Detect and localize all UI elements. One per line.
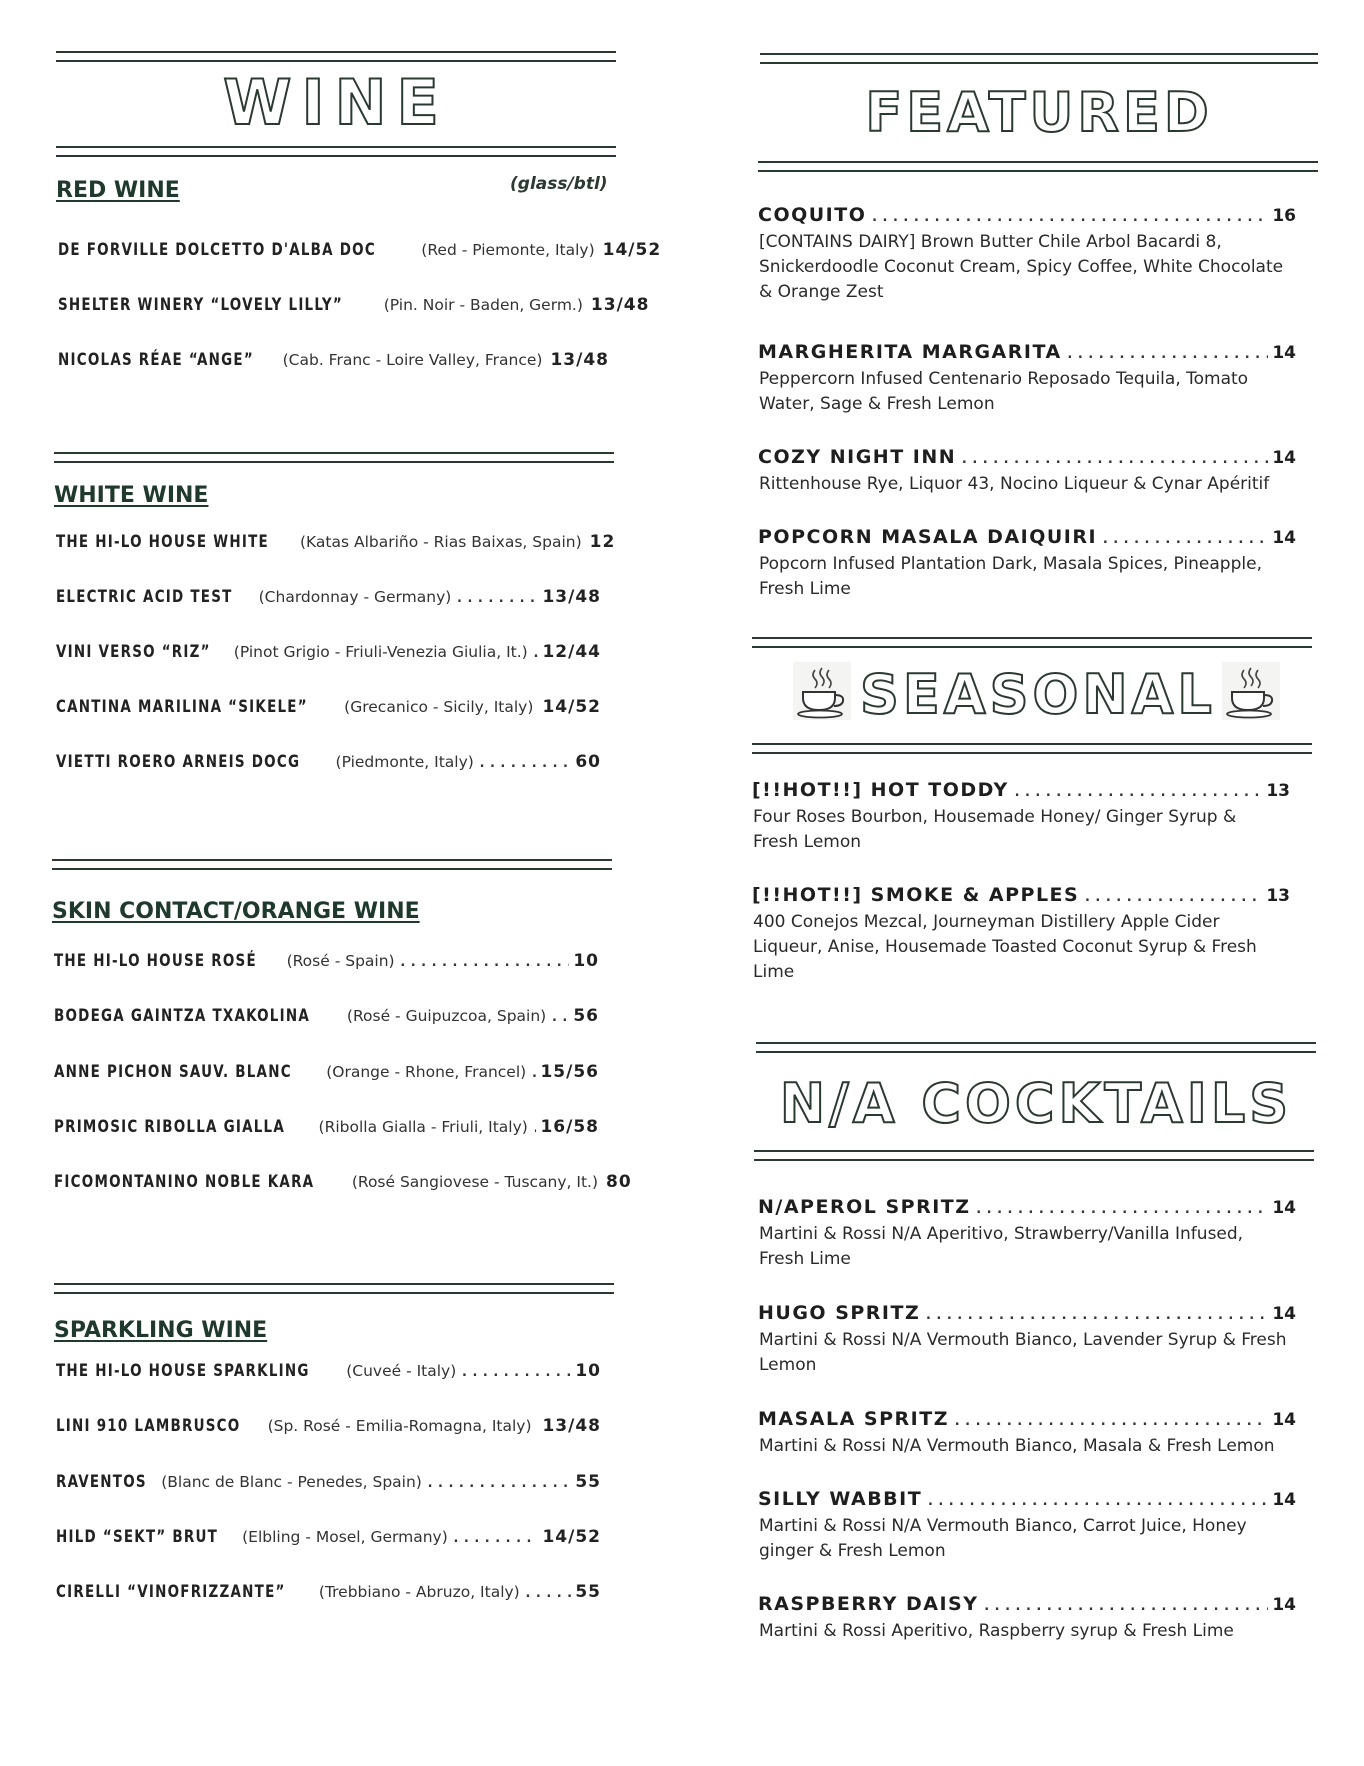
wine-price: 14/52 <box>542 697 601 717</box>
wine-item <box>56 1361 601 1385</box>
cocktail-price: 16 <box>1272 206 1296 226</box>
dot-leader <box>399 954 570 970</box>
wine-price: 13/48 <box>542 1416 601 1436</box>
cocktail-description: Popcorn Infused Plantation Dark, Masala Spices, Pineapple, <box>759 554 1262 574</box>
white-wine-title: WHITE WINE <box>54 483 209 508</box>
seasonal-heading: SEASONAL <box>860 663 1216 726</box>
wine-name: CANTINA MARILINA “SIKELE” <box>56 697 308 717</box>
wine-price: 10 <box>575 1361 601 1381</box>
wine-price: 10 <box>573 951 599 971</box>
dot-leader <box>452 1530 539 1546</box>
wine-name: THE HI-LO HOUSE ROSÉ <box>54 951 257 971</box>
cocktail-name: HUGO SPRITZ <box>758 1302 921 1324</box>
wine-name: LINI 910 LAMBRUSCO <box>56 1416 241 1436</box>
dot-leader <box>1101 531 1268 547</box>
wine-desc: (Trebbiano - Abruzo, Italy) <box>318 1583 520 1601</box>
wine-item <box>56 642 601 666</box>
cocktail-item <box>758 1488 1296 1510</box>
cocktail-description: Rittenhouse Rye, Liquor 43, Nocino Liqueur & Cynar Apéritif <box>759 474 1270 494</box>
dot-leader <box>975 1201 1269 1217</box>
wine-item <box>54 951 599 975</box>
wine-item <box>58 295 650 319</box>
wine-item <box>54 1006 599 1030</box>
dot-leader <box>924 1307 1268 1323</box>
cocktail-description: Martini & Rossi N/A Vermouth Bianco, Carrot Juice, Honey <box>759 1516 1247 1536</box>
cocktail-description: Martini & Rossi N/A Aperitivo, Strawberry/Vanilla Infused, <box>759 1224 1244 1244</box>
wine-desc: (Ribolla Gialla - Friuli, Italy) <box>318 1118 528 1136</box>
featured-heading: FEATURED <box>865 81 1213 144</box>
cocktail-item <box>758 1593 1296 1615</box>
wine-price: 13/48 <box>590 295 650 315</box>
wine-name: THE HI-LO HOUSE SPARKLING <box>56 1361 310 1381</box>
featured-top-rule <box>760 53 1318 64</box>
skin-contact-title: SKIN CONTACT/ORANGE WINE <box>52 899 420 924</box>
wine-name: HILD “SEKT” BRUT <box>56 1527 219 1547</box>
dot-leader <box>537 700 538 716</box>
cocktail-item <box>752 779 1290 801</box>
na-cocktails-heading: N/A COCKTAILS <box>779 1072 1293 1135</box>
cocktail-name: POPCORN MASALA DAIQUIRI <box>758 526 1098 548</box>
wine-desc: (Elbling - Mosel, Germany) <box>242 1528 448 1546</box>
wine-item <box>58 240 662 264</box>
wine-item <box>56 587 601 611</box>
wine-desc: (Rosé Sangiovese - Tuscany, It.) <box>351 1173 599 1191</box>
dot-leader <box>426 1475 571 1491</box>
wine-desc: (Sp. Rosé - Emilia-Romagna, Italy) <box>267 1417 532 1435</box>
cocktail-name: [!!HOT!!] HOT TODDY <box>752 779 1009 801</box>
cocktail-name: MARGHERITA MARGARITA <box>758 341 1062 363</box>
wine-desc: (Cab. Franc - Loire Valley, France) <box>282 351 543 369</box>
cocktail-price: 14 <box>1272 1410 1296 1430</box>
cocktail-description: Fresh Lime <box>759 579 851 599</box>
cocktail-description: Four Roses Bourbon, Housemade Honey/ Ginger Syrup & <box>753 807 1237 827</box>
cocktail-price: 13 <box>1266 781 1290 801</box>
cocktail-name: COQUITO <box>758 204 867 226</box>
dot-leader <box>1013 784 1263 800</box>
wine-item <box>54 1172 632 1196</box>
cocktail-description: & Orange Zest <box>759 282 884 302</box>
cocktail-description: Liqueur, Anise, Housemade Toasted Coconut Syrup & Fresh <box>753 937 1257 957</box>
wine-price: 60 <box>575 752 601 772</box>
dot-leader <box>524 1585 572 1601</box>
cocktail-description: Water, Sage & Fresh Lemon <box>759 394 995 414</box>
cocktail-description: ginger & Fresh Lemon <box>759 1541 946 1561</box>
wine-desc: (Orange - Rhone, Francel) <box>326 1063 527 1081</box>
dot-leader <box>1066 346 1269 362</box>
cocktail-item <box>758 341 1296 363</box>
na-top-rule <box>756 1042 1316 1053</box>
wine-name: VINI VERSO “RIZ” <box>56 642 211 662</box>
wine-item <box>56 1582 601 1606</box>
wine-heading: WINE <box>223 66 449 139</box>
wine-desc: (Rosé - Spain) <box>286 952 395 970</box>
cocktail-description: Lime <box>753 962 795 982</box>
coffee-cup-icon <box>793 662 851 720</box>
wine-desc: (Grecanico - Sicily, Italy) <box>344 698 534 716</box>
cocktail-description: Lemon <box>759 1355 817 1375</box>
wine-desc: (Red - Piemonte, Italy) <box>421 241 595 259</box>
wine-desc: (Blanc de Blanc - Penedes, Spain) <box>161 1473 422 1491</box>
wine-name: VIETTI ROERO ARNEIS DOCG <box>56 752 301 772</box>
wine-desc: (Pinot Grigio - Friuli-Venezia Giulia, It.) <box>233 643 528 661</box>
wine-item <box>54 1117 599 1141</box>
dot-leader <box>532 645 539 661</box>
cocktail-item <box>758 1408 1296 1430</box>
wine-item <box>56 697 601 721</box>
wine-name: ANNE PICHON SAUV. BLANC <box>54 1062 292 1082</box>
cocktail-name: SILLY WABBIT <box>758 1488 923 1510</box>
wine-price: 14/52 <box>542 1527 601 1547</box>
cocktail-price: 14 <box>1272 1198 1296 1218</box>
wine-item <box>58 350 609 374</box>
cocktail-price: 13 <box>1266 886 1290 906</box>
dot-leader <box>1083 889 1262 905</box>
wine-desc: (Chardonnay - Germany) <box>258 588 452 606</box>
wine-name: CIRELLI “VINOFRIZZANTE” <box>56 1582 286 1602</box>
wine-price: 15/56 <box>540 1062 599 1082</box>
dot-leader <box>870 209 1268 225</box>
cocktail-name: COZY NIGHT INN <box>758 446 957 468</box>
dot-leader <box>455 590 538 606</box>
wine-price: 12 <box>589 532 616 552</box>
cocktail-description: Fresh Lemon <box>753 832 862 852</box>
cocktail-description: 400 Conejos Mezcal, Journeyman Distillery Apple Cider <box>753 912 1220 932</box>
dot-leader <box>478 755 572 771</box>
cocktail-description: Fresh Lime <box>759 1249 851 1269</box>
wine-desc: (Piedmonte, Italy) <box>335 753 474 771</box>
wine-bottom-rule <box>56 146 616 157</box>
dot-leader <box>953 1413 1268 1429</box>
wine-name: DE FORVILLE DOLCETTO D'ALBA DOC <box>58 240 376 260</box>
cocktail-description: Peppercorn Infused Centenario Reposado Tequila, Tomato <box>759 369 1249 389</box>
cocktail-price: 14 <box>1272 1595 1296 1615</box>
cocktail-description: Snickerdoodle Coconut Cream, Spicy Coffee, White Chocolate <box>759 257 1284 277</box>
cocktail-price: 14 <box>1272 343 1296 363</box>
dot-leader <box>532 1120 537 1136</box>
cocktail-price: 14 <box>1272 528 1296 548</box>
wine-name: RAVENTOS <box>56 1472 147 1492</box>
wine-price: 16/58 <box>540 1117 599 1137</box>
cocktail-item <box>758 1302 1296 1324</box>
featured-bottom-rule <box>758 161 1318 172</box>
wine-name: ELECTRIC ACID TEST <box>56 587 233 607</box>
wine-price: 56 <box>573 1006 599 1026</box>
glass-btl-note: (glass/btl) <box>510 174 608 194</box>
wine-desc: (Pin. Noir - Baden, Germ.) <box>383 296 583 314</box>
white-rule <box>54 452 614 463</box>
wine-item <box>56 532 616 556</box>
wine-desc: (Rosé - Guipuzcoa, Spain) <box>346 1007 547 1025</box>
na-bottom-rule <box>754 1150 1314 1161</box>
dot-leader <box>983 1598 1269 1614</box>
dot-leader <box>926 1493 1268 1509</box>
cocktail-description: [CONTAINS DAIRY] Brown Butter Chile Arbol Bacardi 8, <box>759 232 1222 252</box>
wine-item <box>54 1062 599 1086</box>
cocktail-description: Martini & Rossi Aperitivo, Raspberry syrup & Fresh Lime <box>759 1621 1234 1641</box>
cocktail-item <box>752 884 1290 906</box>
dot-leader <box>550 1009 569 1025</box>
wine-name: THE HI-LO HOUSE WHITE <box>56 532 269 552</box>
wine-name: NICOLAS RÉAE “ANGE” <box>58 350 254 370</box>
wine-price: 13/48 <box>542 587 601 607</box>
cocktail-item <box>758 204 1296 226</box>
cocktail-price: 14 <box>1272 1490 1296 1510</box>
cocktail-item <box>758 446 1296 468</box>
wine-name: PRIMOSIC RIBOLLA GIALLA <box>54 1117 286 1137</box>
cocktail-name: [!!HOT!!] SMOKE & APPLES <box>752 884 1080 906</box>
cocktail-description: Martini & Rossi N/A Vermouth Bianco, Lavender Syrup & Fresh <box>759 1330 1287 1350</box>
wine-price: 55 <box>575 1582 601 1602</box>
seasonal-top-rule <box>752 637 1312 648</box>
cocktail-name: MASALA SPRITZ <box>758 1408 949 1430</box>
cocktail-price: 14 <box>1272 448 1296 468</box>
cocktail-item <box>758 526 1296 548</box>
wine-item <box>56 1416 601 1440</box>
wine-desc: (Katas Albariño - Rias Baixas, Spain) <box>299 533 582 551</box>
dot-leader <box>530 1065 536 1081</box>
wine-price: 13/48 <box>550 350 609 370</box>
cocktail-name: RASPBERRY DAISY <box>758 1593 979 1615</box>
wine-name: SHELTER WINERY “LOVELY LILLY” <box>58 295 343 315</box>
coffee-cup-icon <box>1222 662 1280 720</box>
wine-name: BODEGA GAINTZA TXAKOLINA <box>54 1006 310 1026</box>
wine-price: 14/52 <box>602 240 662 260</box>
wine-desc: (Cuveé - Italy) <box>346 1362 457 1380</box>
cocktail-price: 14 <box>1272 1304 1296 1324</box>
wine-price: 55 <box>575 1472 601 1492</box>
dot-leader <box>536 1419 539 1435</box>
wine-item <box>56 1472 601 1496</box>
cocktail-description: Martini & Rossi N/A Vermouth Bianco, Masala & Fresh Lemon <box>759 1436 1275 1456</box>
skin-rule <box>52 859 612 870</box>
wine-name: FICOMONTANINO NOBLE KARA <box>54 1172 315 1192</box>
red-wine-title: RED WINE <box>56 178 180 203</box>
wine-item <box>56 1527 601 1551</box>
wine-price: 80 <box>606 1172 632 1192</box>
wine-item <box>56 752 601 776</box>
cocktail-name: N/APEROL SPRITZ <box>758 1196 971 1218</box>
sparkling-wine-title: SPARKLING WINE <box>54 1318 268 1343</box>
cocktail-item <box>758 1196 1296 1218</box>
seasonal-bottom-rule <box>752 743 1312 754</box>
dot-leader <box>460 1364 571 1380</box>
sparkling-rule <box>54 1283 614 1294</box>
dot-leader <box>960 451 1268 467</box>
wine-price: 12/44 <box>542 642 601 662</box>
wine-top-rule <box>56 51 616 62</box>
